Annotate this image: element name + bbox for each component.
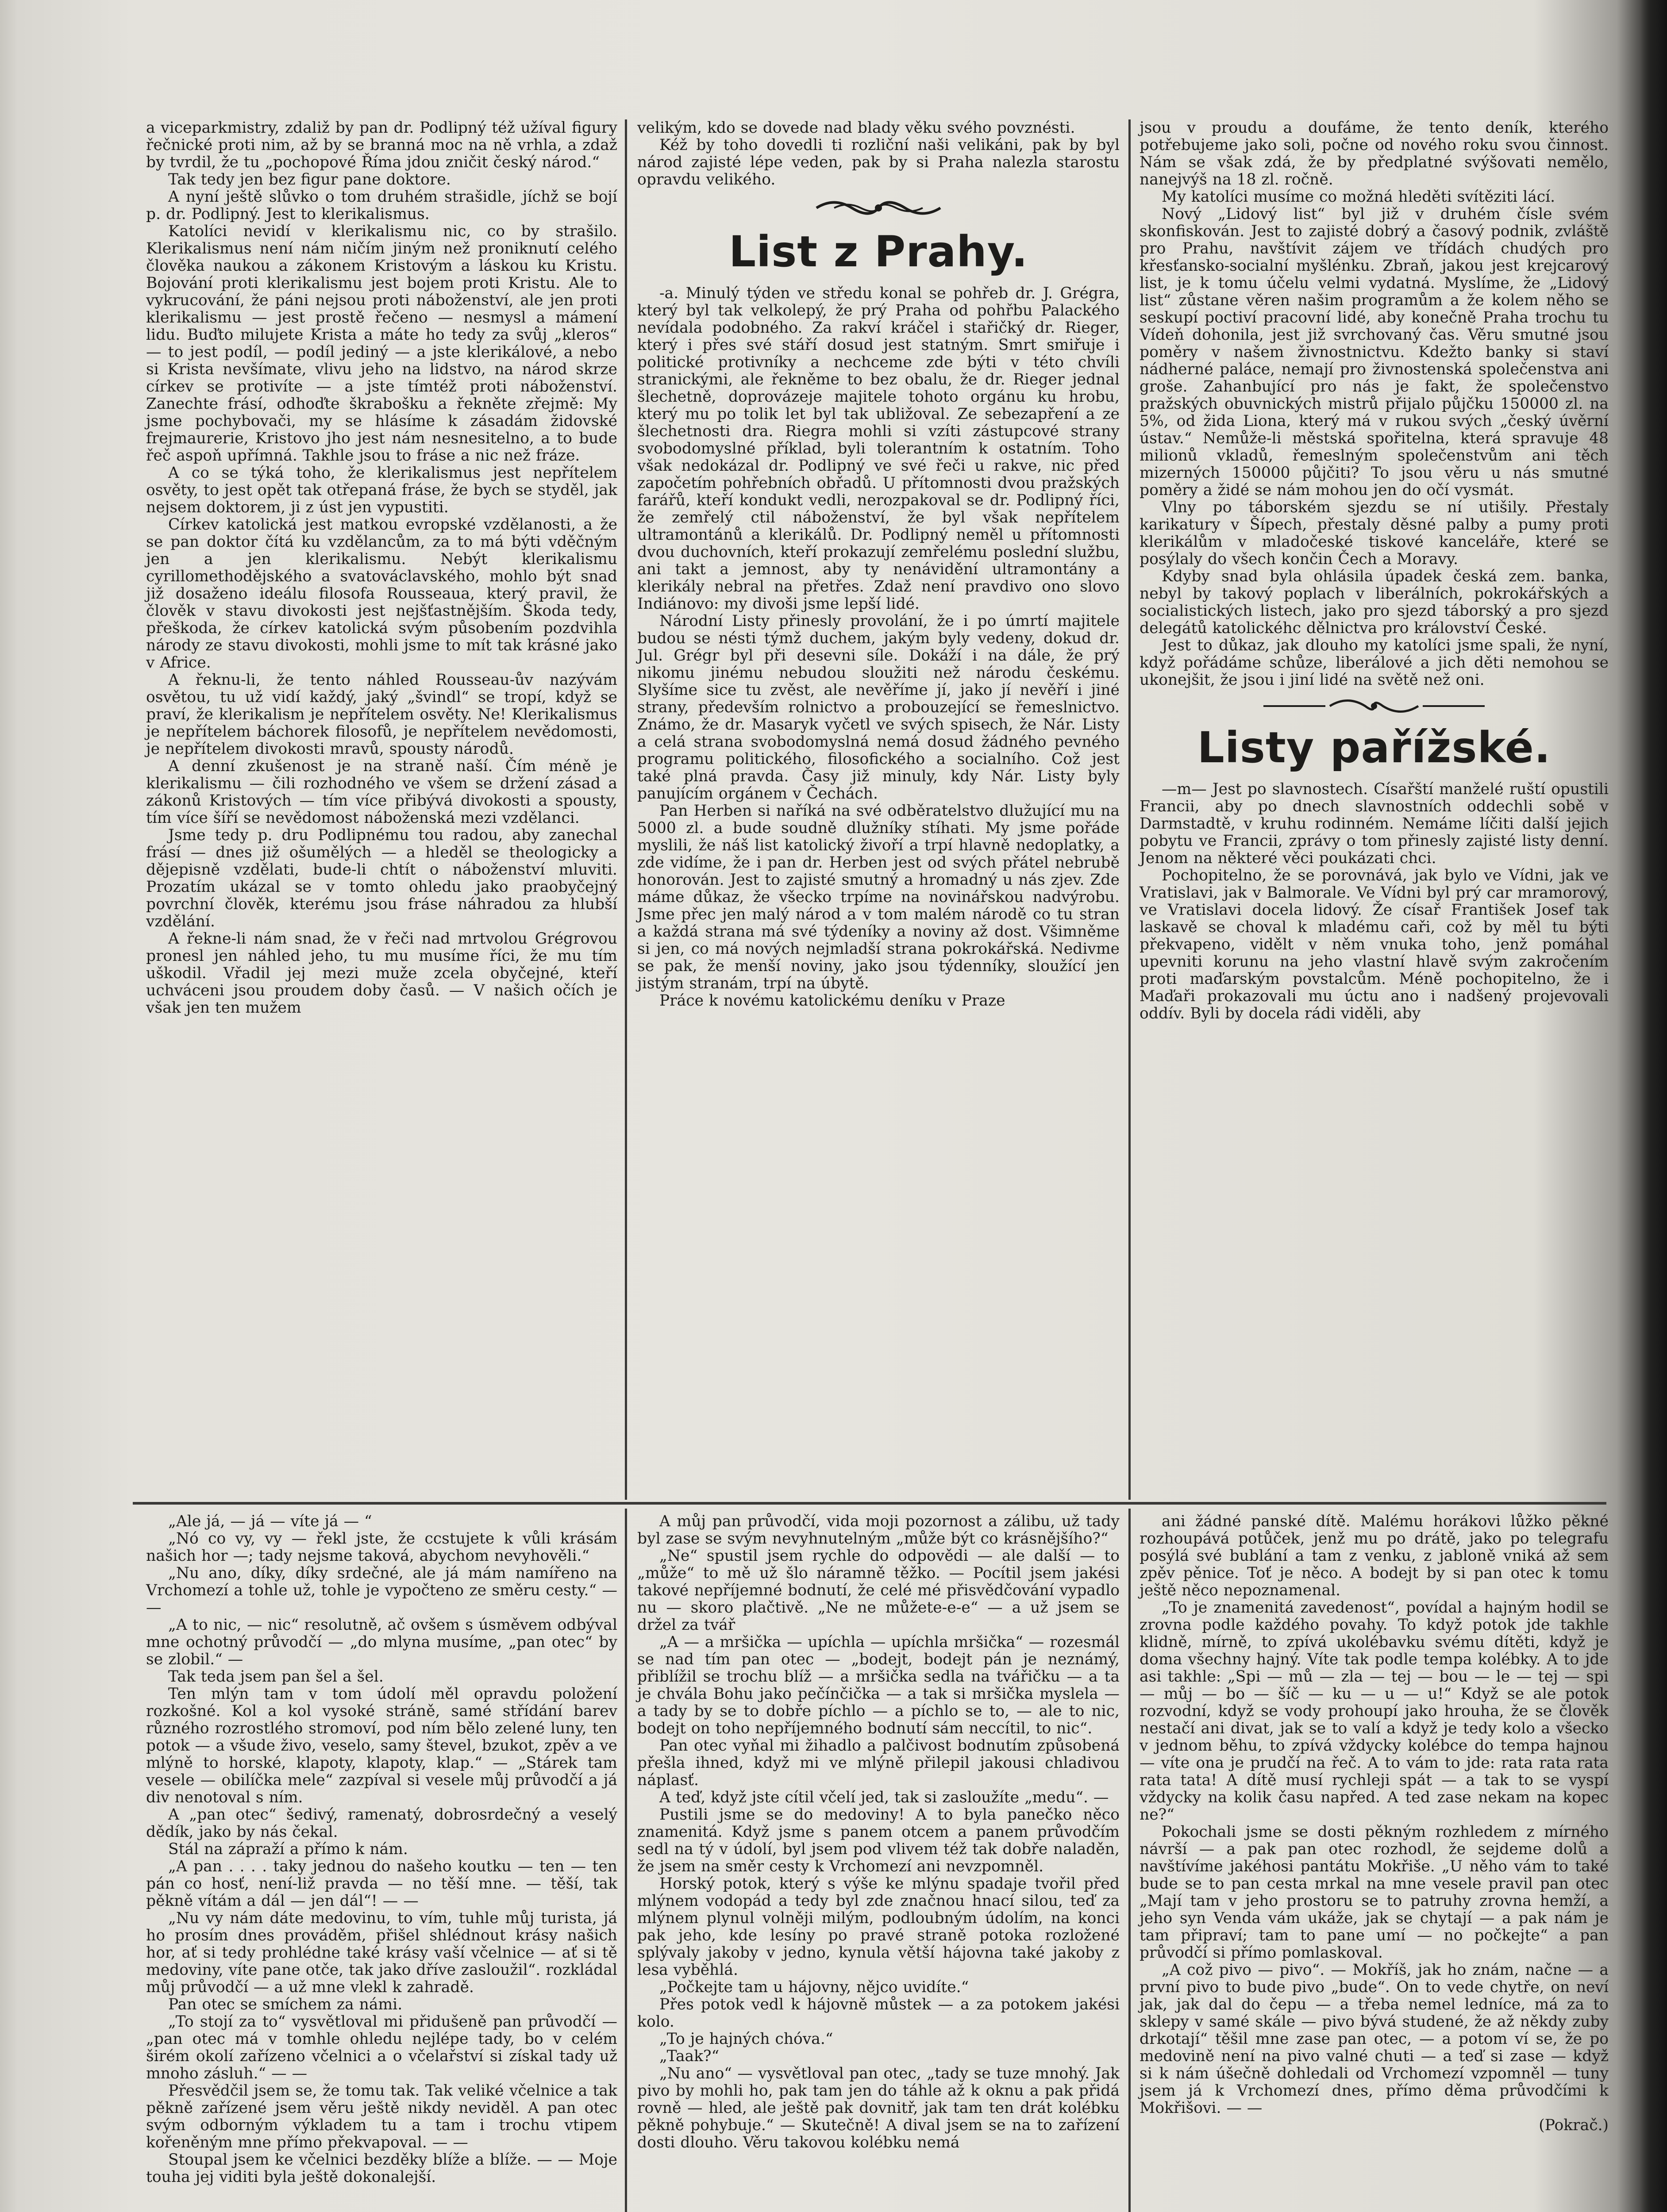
paragraph: „To stojí za to“ vysvětloval mi přidušeně pan průvodčí — „pan otec má v tomhle ohledu nejlépe tady, bo v celém širém okolí zařízeno včelnici a o včelařství si získal tady už mnoho zásluh.“ — — [146, 2013, 617, 2082]
paragraph: Horský potok, který s výše ke mlýnu spadaje tvořil před mlýnem vodopád a tedy byl zde značnou hnací silou, teď za mlýnem plynul volněji milým, podloubným údolím, na konci pak jeho, kde lesíny po pravé straně potoka rozložené splývaly jakoby v jedno, kynula větší hájovna také jakoby z lesa vyběhlá. [637, 1875, 1120, 1979]
paragraph: Kdyby snad byla ohlásila úpadek česká zem. banka, nebyl by takový poplach v liberálních, pokrokářských a socialistických listech, jako pro sjezd táborský a pro sjezd delegátů katolickéhc dělnictva pro království České. [1140, 568, 1609, 637]
paragraph: A co se týká toho, že klerikalismus jest nepřítelem osvěty, to jest opět tak otřepaná fráse, že bych se styděl, jak nejsem doktorem, ji z úst jen vypustiti. [146, 464, 617, 516]
paragraph: Jsme tedy p. dru Podlipnému tou radou, aby zanechal frásí — dnes již ošumělých — a hleděl se theologicky a dějepisně vzdělati, bude-li chtít o náboženství mluviti. Prozatím ukázal se v tomto ohledu jako praobyčejný povrchní člověk, kterému jsou fráse náhradou za hlubší vzdělání. [146, 826, 617, 930]
paragraph: Pan otec se smíchem za námi. [168, 1996, 403, 2013]
scan-edge-shadow [1640, 0, 1667, 2212]
paragraph: „A což pivo — pivo“. — Mokříš, jak ho znám, načne — a první pivo to bude pivo „bude“. On to vede chytře, on neví jak, jak dal do čepu — a třeba nemel ledníce, má za to sklepy v samé skále — pivo bývá studené, že až někdy zuby drkotají“ těšil mne zase pan otec, — a potom ví se, že po medovině není na pivo valné chuti — a teď si zase — když si k nám úšečně dohledali od Vrchomezí vzpomněl — tuny jsem já k Vrchomezí dnes, přímo děma průvodčími k Mokřišovi. — — [1140, 1961, 1609, 2117]
paragraph: Jest to důkaz, jak dlouho my katolíci jsme spali, že nyní, když pořádáme schůze, liberálové a jich děti nemohou se ukonejšit, že jsou i jiní lidé na světě než oni. [1140, 637, 1609, 689]
column-rule-1 [625, 119, 627, 1500]
column-1-article [146, 119, 617, 1017]
feuilleton-column-2 [637, 1513, 1120, 2151]
paragraph: My katolíci musíme co možná hleděti svítěziti lácí. [1162, 188, 1555, 206]
paragraph: Národní Listy přinesly provolání, že i po úmrtí majitele budou se nésti týmž duchem, jakým byly vedeny, dokud dr. Jul. Grégr byl při desevni síle. Dokáží i na dále, že prý nikomu jinému nebudou sloužiti než národu českému. Slyšíme sice tu zvěst, ale nevěříme jí, jako jí nevěří i jiné strany, především rolnictvo a probouzející se řemeslnictvo. Známo, že dr. Masaryk vyčetl ve svých spisech, že Nár. Listy a celá strana svobodomyslná nemá dosud žádného pevného programu politického, filosofického a socialního. Což jest také plná pravda. Časy již minuly, kdy Nár. Listy byly panujícím orgánem v Čechách. [637, 612, 1120, 803]
paragraph: „To je hajných chóva.“ [659, 2030, 833, 2048]
paragraph: jsou v proudu a doufáme, že tento deník, kterého potřebujeme jako soli, počne od nového roku svou činnost. Nám se však zdá, že by předplatné svýšovati nemělo, nanejvýš na 18 zl. ročně. [1140, 119, 1609, 188]
paragraph: A nyní ještě slůvko o tom druhém strašidle, jíchž se bojí p. dr. Podlipný. Jest to klerikalismus. [146, 188, 617, 223]
paragraph: „To je znamenitá zavedenost“, povídal a hajným hodil se zrovna podle každého povahy. To když potok jde takhle klidně, mírně, to zpívá ukolébavku svému dítěti, když je doma všechny hajný. Víte tak podle tempa kolébky. A to jde asi takhle: „Spi — mů — zla — tej — bou — le — tej — spi — můj — bo — šíč — ku — u — u!“ Když se ale potok rozvodní, když se vody prohoupí jako hrouha, že se člověk nestačí ani divat, jak se to valí a když je tedy kolo a všecko v jednom běhu, to zpívá vždycky kolébce do tempa hajnou — víte ona je prudčí na řeč. A to vám to jde: rata rata rata rata tata! A dítě musí rychleji spát — a tak to se vyspí vždycky na kolik času napřed. A ted zase nekam na kopec ne?“ [1140, 1599, 1609, 1824]
column-2 [637, 119, 1120, 1010]
feuilleton-column-3 [1140, 1513, 1609, 2134]
headline-list-z-prahy: List z Prahy. [729, 227, 1028, 276]
paragraph: Přesvědčil jsem se, že tomu tak. Tak veliké včelnice a tak pěkně zařízené jsem věru ještě nikdy neviděl. A pan otec svým odborným výkladem tu a tam i trochu vtipem kořeněným mne přímo překvapoval. — — [146, 2082, 617, 2151]
paragraph: A teď, když jste cítil včelí jed, tak si zasloužíte „medu“. — [659, 1789, 1109, 1806]
paragraph: „Počkejte tam u hájovny, nějco uvidíte.“ [659, 1978, 969, 1996]
paragraph: A řekne-li nám snad, že v řeči nad mrtvolou Grégrovou pronesl jen náhled jeho, tu mu musíme říci, že mu tím uškodil. Vřadil jej mezi muže zcela obyčejné, kteří uchváceni jsou proudem doby časů. — V našich očích je však jen ten mužem [146, 930, 617, 1017]
column-3-article-end [1140, 119, 1609, 689]
paragraph: „A to nic, — nic“ resolutně, ač ovšem s úsměvem odbýval mne ochotný průvodčí — „do mlyna musíme, „pan otec“ by se zlobil.“ — [146, 1616, 617, 1668]
paragraph: —m— Jest po slavnostech. Císařští manželé ruští opustili Francii, aby po dnech slavnostních oddechli sobě v Darmstadtě, v kruhu rodinném. Nemáme líčiti další jejich pobytu ve Francii, zprávy o tom přinesly zajisté listy denní. Jenom na některé věci poukázati chci. [1140, 780, 1609, 867]
paragraph: Tak tedy jen bez figur pane doktore. [168, 171, 451, 188]
paragraph: Pan Herben si naříká na své odběratelstvo dlužující mu na 5000 zl. a bude soudně dlužníky stíhati. My jsme pořáde myslili, že náš list katolický živoří a trpí hlavně nedoplatky, a zde vidíme, že i pan dr. Herben jest od svých přátel nebrubě honorován. Jest to zajisté smutný a hromadný u nás zjev. Zde máme důkaz, že všecko trpíme na novinářskou nadvýrobu. Jsme přec jen malý národ a v tom malém národě co tu stran a každá strana má své týdeníky a noviny až dost. Všimněme si jen, co má nových nejmladší strana pokrokářská. Nedivme se pak, že menší noviny, jako jsou týdenníky, sloužící jen jistým stranám, trpí na úbytě. [637, 802, 1120, 992]
column-3 [1140, 119, 1609, 1022]
paragraph: „Ale já, — já — víte já — “ [168, 1513, 372, 1530]
paragraph: „Nu ano“ — vysvětloval pan otec, „tady se tuze mnohý. Jak pivo by mohli ho, pak tam jen do táhle až k oknu a pak přidá rovně — hled, ale ještě pak dovnitř, jak tam ten drát kolébku pěkně pohybuje.“ — Skutečně! A dival jsem se na to zařízení dosti dlouho. Věru takovou kolébku nemá [637, 2065, 1120, 2151]
paragraph: Stál na zápraží a přímo k nám. [168, 1840, 408, 1858]
paragraph: Pochopitelno, že se porovnává, jak bylo ve Vídni, jak ve Vratislavi, jak v Balmorale. Ve Vídni byl prý car mramorový, ve Vratislavi docela lidový. Že císař František Josef tak laskavě se choval k mladému caři, což by měl tu býti překvapeno, vidělt v něm vnuka toho, jenž pomáhal upevniti korunu na jeho vlastní hlavě svým zakročením proti maďarským povstalcům. Méně pochopitelno, že i Maďaři prokazovali mu úctu ano i nadšený projevovali oddív. Byli by docela rádi viděli, aby [1140, 867, 1609, 1022]
paragraph: Pustili jsme se do medoviny! A to byla panečko něco znamenitá. Když jsme s panem otcem a panem průvodčím sedl na tý v údolí, byl jsem pod vlivem též tak dobře naladěn, že jsem na směr cesty k Vrchomezí ani nevzpomněl. [637, 1806, 1120, 1875]
paragraph: A řeknu-li, že tento náhled Rousseau-ův nazývám osvětou, tu už vidí každý, jaký „švindl“ se tropí, když se praví, že klerikalism je nepřítelem osvěty. Ne! Klerikalismus je nepřítelem báchorek filosofů, je nepřítelem nevědomosti, je nepřítelem divokosti mravů, spousty národů. [146, 671, 617, 758]
page-left-shade [0, 0, 18, 2212]
paragraph: Pokochali jsme se dosti pěkným rozhledem z mírného návrší — a pak pan otec rozhodl, že sejdeme dolů a navštívíme jakéhosi pantátu Mokřiše. „U něho vám to také bude se to pan cesta mrkal na mne vesele pravil pan otec „Mají tam v jeho prostoru se to patruhy zrovna hemží, a jeho syn Venda vám ukáže, jak se chytají — a pak nám je tam připraví; tam to pane umí — no počkejte“ a pan průvodčí si přímo pomlaskoval. [1140, 1823, 1609, 1962]
paragraph: velikým, kdo se dovede nad blady věku svého povznésti. [637, 119, 1075, 137]
paragraph: Tak teda jsem pan šel a šel. [168, 1668, 384, 1686]
column-rule-4 [1128, 1509, 1131, 2212]
paragraph: a viceparkmistry, zdaliž by pan dr. Podlipný též užíval figury řečnické proti nim, až by se branná moc na ně vrhla, a zdaž by tvrdil, že tu „pochopové Říma jdou zničit český národ.“ [146, 119, 617, 171]
paragraph: Přes potok vedl k hájovně můstek — a za potokem jakési kolo. [637, 1996, 1120, 2031]
paragraph: (Pokrač.) [1539, 2116, 1609, 2134]
paragraph: „Nu vy nám dáte medovinu, to vím, tuhle můj turista, já ho prosím dnes prováděm, přišel shlédnout krásy našich hor, ať si tedy prohlédne také krásy vaší včelnice — ať si tě medoviny, víte pane otče, tak jako dříve zasloužil“. rozkládal můj průvodčí — a už mne vlekl k zahradě. [146, 1909, 617, 1996]
feuilleton-column-1 [146, 1513, 617, 2186]
paragraph: „A pan . . . . taky jednou do našeho koutku — ten — ten pán co hosť, není-liž pravda — no těší mne. — těší, tak pěkně vítám a dál — jen dál“! — — [146, 1858, 617, 1910]
paragraph: Pan otec vyňal mi žihadlo a palčivost bodnutím způsobená přešla ihned, když mi ve mlýně přilepil jakousi chladivou náplasť. [637, 1737, 1120, 1789]
paragraph: Katolíci nevidí v klerikalismu nic, co by strašilo. Klerikalismus není nám ničím jiným než proniknutí celého člověka naukou a zákonem Kristovým a láskou ku Kristu. Bojování proti klerikalismu jest bojem proti Kristu. Ale to vykrucování, že páni nejsou proti náboženství, ale jen proti klerikalismu — jest prostě řečeno — nesmysl a mámení lidu. Buďto milujete Krista a máte ho tedy za svůj „kleros“ — to jest podíl, — podíl jediný — a jste klerikálové, a nebo si Krista nevšímate, vlivu jeho na lidstvo, na národ skrze církev se protivíte — a jste tímtéž proti náboženství. Zanechte frásí, odhoďte škrabošku a řekněte zřejmě: My jsme pochybovači, my se hlásíme k zásadám židovské frejmaurerie, Kristovo jho jest nám nesnesitelno, a to bude řeč aspoň upřímná. Takhle jsou to fráse a nic než fráze. [146, 223, 617, 465]
paragraph: „Nu ano, díky, díky srdečné, ale já mám namířeno na Vrchomezí a tohle už, tohle je vypočteno ze směru cesty.“ — — [146, 1564, 617, 1617]
paragraph: „Taak?“ [659, 2047, 720, 2065]
paragraph: Práce k novému katolickému deníku v Praze [659, 992, 1005, 1010]
column-rule-2 [1128, 119, 1131, 1500]
headline-listy-parizske: Listy pařížské. [1197, 723, 1551, 772]
paragraph: Ten mlýn tam v tom údolí měl opravdu položení rozkošné. Kol a kol vysoké stráně, samé střídání barev různého rozrostlého stromoví, pod ním bělo zelené luny, ten potok — a všude živo, veselo, samy števel, bzukot, zpěv a ve mlýně to horské, klapoty, klapoty, klap.“ — „Stárek tam vesele — obilíčka mele“ zazpíval si vesele můj průvodčí a já div nenotoval s ním. [146, 1685, 617, 1806]
column-3-article-listy-parizske [1140, 781, 1609, 1022]
paragraph: Nový „Lidový list“ byl již v druhém čísle svém skonfiskován. Jest to zajisté dobrý a časový podnik, zvláště pro Prahu, navštívit zájem ve třídách chudých pro křesťansko-socialní myšlénku. Zbraň, jakou jest krejcarový list, je k tomu účelu velmi vydatná. Myslíme, že „Lidový list“ zůstane věren našim programům a že kolem něho se seskupí poctiví pracovní lidé, aby konečně Praha trochu tu Vídeň dohonila, jest již svrchovaný čas. Věru smutné jsou poměry v našem živnostnictvu. Kdežto banky si staví nádherné paláce, nemají pro živnostenská společenstva ani groše. Zahanbující pro nás je fakt, že společenstvo pražských obuvnických mistrů přijalo půjčku 150000 zl. na 5%, od žida Liona, který má v rukou svých „český úvěrní ústav.“ Nemůže-li městská spořitelna, která spravuje 48 milionů vkladů, řemeslným společenstvům ani těch mizerných 150000 půjčiti? To jsou věru u nás smutné poměry a židé se nám mohou jen do očí vysmát. [1140, 205, 1609, 499]
paragraph: Vlny po táborském sjezdu se ní utišily. Přestaly karikatury v Šípech, přestaly děsné palby a pumy proti klerikálům v mladočeské tiskové kanceláře, které se posýlaly do všech končin Čech a Moravy. [1140, 499, 1609, 568]
paragraph: „Nó co vy, vy — řekl jste, že ccstujete k vůli krásám našich hor —; tady nejsme taková, abychom nevyhověli.“ [146, 1530, 617, 1565]
paragraph: -a. Minulý týden ve středu konal se pohřeb dr. J. Grégra, který byl tak velkolepý, že prý Praha od pohřbu Palackého nevídala podobného. Za rakví kráčel i stařičký dr. Rieger, který i přes své stáří dosud jest statným. Smrt smiřuje i politické protivníky a nechceme zde býti v této chvíli stranickými, ale řekněme to bez obalu, že dr. Rieger jednal šlechetně, doprovázeje majitele tohoto orgánu ku hrobu, který mu po tolik let byl tak ubližoval. Ze sebezapření a ze šlechetnosti dra. Riegra mohli si vzíti zástupcové strany svobodomyslné příklad, byli tolerantním k ostatním. Toho však nedokázal dr. Podlipný ve své řeči u rakve, nic před započetím pohřebních obřadů. U přítomnosti dvou pražských farářů, kteří kondukt vedli, nerozpakoval se dr. Podlipný říci, že zemřelý ctil náboženství, že byl však nepřítelem ultramontánů a klerikálů. Dr. Podlipný neměl u přítomnosti dvou duchovních, kteří prokazují zemřelému poslední službu, ani takt a jemnost, aby ty nenávidění ultramontány a klerikály nebral na přetřes. Zdaž není pravdivo ono slovo Indiánovo: my divoši jsme lepší lidé. [637, 284, 1120, 613]
paragraph: A „pan otec“ šedivý, ramenatý, dobrosrdečný a veselý dědík, jako by nás čekal. [146, 1806, 617, 1841]
ornament-divider-2 [1259, 695, 1489, 717]
paragraph: Církev katolická jest matkou evropské vzdělanosti, a že se pan doktor čítá ku vzdělancům, za to má býti vděčným jen a jen klerikalismu. Nebýt klerikalismu cyrillomethodějského a svatováclavského, mohlo být snad již dosaženo ideálu filosofa Rousseaua, který pravil, že člověk v stavu divokosti jest nejšťastnějším. Škoda tedy, přeškoda, že církev katolická svým působením pozdvihla národy ze stavu divokosti, mohli jsme to mít tak krásné jako v Africe. [146, 516, 617, 672]
paragraph: A denní zkušenost je na straně naší. Čím méně je klerikalismu — čili rozhodného ve všem se držení zásad a zákonů Kristových — tím více přibývá divokosti a spousty, tím více šíří se nevědomost náboženská mezi vzdělanci. [146, 757, 617, 827]
column-2-article-end [637, 119, 1120, 188]
horizontal-rule [133, 1502, 1606, 1505]
paragraph: „Ne“ spustil jsem rychle do odpovědi — ale další — to „může“ to mě už šlo náramně těžko. — Pocítil jsem jakési takové nepříjemné bodnutí, že celé mé přisvědčování vypadlo nu — skoro plačtivě. „Ne ne můžete-e-e“ — a už jsem se držel za tvář [637, 1547, 1120, 1634]
paragraph: Stoupal jsem ke včelnici bezděky blíže a blíže. — — Moje touha jej viditi byla ještě dokonalejší. [146, 2151, 617, 2186]
paragraph: „A — a mršička — upíchla — upíchla mršička“ — rozesmál se nad tím pan otec — „bodejt, bodejt pán je neznámý, přiblížil se trochu blíž — a mršička sedla na tvářičku — a ta je chvála Bohu jako pečínčička — a tak si mršička myslela — a tady by se to dobře píchlo — a píchlo se to, — ale to nic, bodejt on toho nepříjemného bodnutí sám neccítil, to nic“. [637, 1633, 1120, 1737]
ornament-divider [808, 195, 949, 221]
paragraph: A můj pan průvodčí, vida moji pozornost a zálibu, už tady byl zase se svým nevyhnutelným „může být co krásnějšího?“ [637, 1513, 1120, 1548]
column-rule-3 [625, 1509, 627, 2212]
paragraph: ani žádné panské dítě. Malému horákovi lůžko pěkné rozhoupává potůček, jenž mu po drátě, jako po telegrafu posýlá své bublání a tam z venku, z jabloně vniká až sem zpěv pěnice. Toť je něco. A bodejt by si pan otec k tomu ještě něco nepoznamenal. [1140, 1513, 1609, 1599]
paragraph: Kéž by toho dovedli ti rozliční naši velikáni, pak by byl národ zajisté lépe veden, pak by si Praha nalezla starostu opravdu velikého. [637, 136, 1120, 188]
column-2-article-list-z-prahy [637, 285, 1120, 1010]
